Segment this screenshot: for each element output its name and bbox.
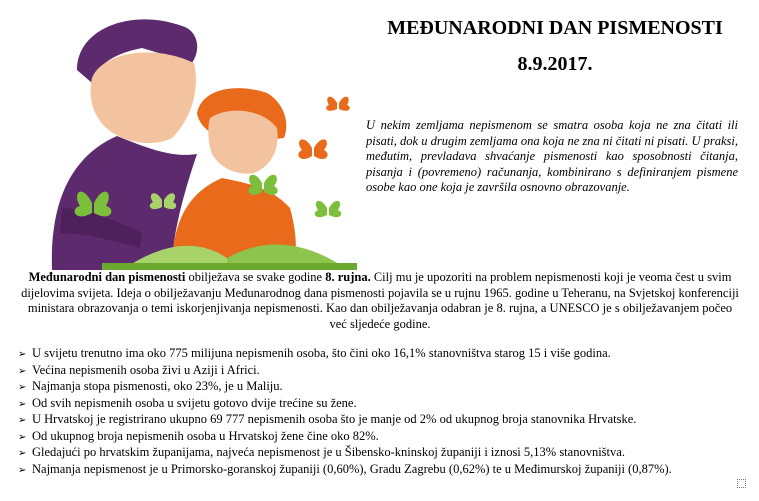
main-paragraph-date: 8. rujna. bbox=[325, 270, 371, 284]
arrow-bullet-icon: ➢ bbox=[18, 448, 27, 459]
page-title bbox=[360, 10, 750, 82]
arrow-bullet-icon: ➢ bbox=[18, 398, 27, 410]
father-face bbox=[91, 52, 196, 143]
list-item: ➢ Najmanja nepismenost je u Primorsko-goranskoj županiji (0,60%), Gradu Zagrebu (0,62%) te u Međimurskoj županiji (0,87%). bbox=[18, 462, 748, 479]
main-paragraph bbox=[18, 270, 742, 332]
book-base bbox=[102, 263, 357, 270]
intro-paragraph: U nekim zemljama nepismenom se smatra osoba koja ne zna čitati ili pisati, dok u drugim zemljama ona koja ne zna ni čitati ni pisati. U praksi, međutim, prevladava shvaćanje pismenosti kao sposobnosti čitanja, pisanja i (povremeno) računanja, kombinirano s definiranjem pismene osobe kao one koja je završila osnovno obrazovanje. bbox=[366, 118, 738, 194]
arrow-bullet-icon: ➢ bbox=[18, 464, 27, 476]
arrow-bullet-icon: ➢ bbox=[18, 431, 27, 443]
main-paragraph-rest: Cilj mu je upozoriti na problem nepismenosti koji je veoma čest u svim dijelovima svijeta. Ideja o obilježavanju Međunarodnog dana pismenosti pojavila se u rujnu 1965. godine u Teheranu, na Svjetskoj konferenciji ministara obrazovanja o temi iskorjenjivanja nepismenosti. Kao dan obilježavanja odabran je 8. rujna, a UNESCO je s obilježavanjem počeo već sljedeće godine. bbox=[21, 270, 739, 331]
list-item: ➢ Od ukupnog broja nepismenih osoba u Hrvatskoj žene čine oko 82%. bbox=[18, 429, 748, 446]
paragraph-end-mark bbox=[737, 479, 746, 488]
arrow-bullet-icon: ➢ bbox=[18, 415, 27, 426]
arrow-bullet-icon: ➢ bbox=[18, 382, 27, 393]
list-item: ➢ Najmanja stopa pismenosti, oko 23%, je u Maliju. bbox=[18, 379, 748, 396]
title-date: 8.9.2017. bbox=[517, 53, 593, 75]
main-paragraph-lead: Međunarodni dan pismenosti bbox=[28, 270, 186, 284]
butterfly-icon bbox=[315, 201, 341, 217]
list-item: ➢ Većina nepismenih osoba živi u Aziji i Africi. bbox=[18, 363, 748, 380]
illustration-father-child-reading bbox=[22, 8, 362, 270]
list-item: ➢ U Hrvatskoj je registrirano ukupno 69 777 nepismenih osoba što je manje od 2% od ukupnog broja stanovnika Hrvatske. bbox=[18, 412, 748, 429]
butterfly-icon bbox=[298, 139, 327, 159]
main-paragraph-part1: obilježava se svake godine bbox=[185, 270, 326, 284]
butterfly-icon bbox=[326, 97, 350, 111]
child-face bbox=[208, 111, 277, 174]
list-item: ➢ U svijetu trenutno ima oko 775 milijuna nepismenih osoba, što čini oko 16,1% stanovništva starog 15 i više godina. bbox=[18, 346, 748, 363]
list-item: ➢ Gledajući po hrvatskim županijama, najveća nepismenost je u Šibensko-kninskoj županiji i iznosi 5,13% stanovništva. bbox=[18, 445, 748, 462]
facts-list bbox=[18, 346, 748, 478]
arrow-bullet-icon: ➢ bbox=[18, 349, 27, 360]
arrow-bullet-icon: ➢ bbox=[18, 365, 27, 377]
title-text: MEĐUNARODNI DAN PISMENOSTI bbox=[387, 17, 723, 39]
list-item: ➢ Od svih nepismenih osoba u svijetu gotovo dvije trećine su žene. bbox=[18, 396, 748, 413]
